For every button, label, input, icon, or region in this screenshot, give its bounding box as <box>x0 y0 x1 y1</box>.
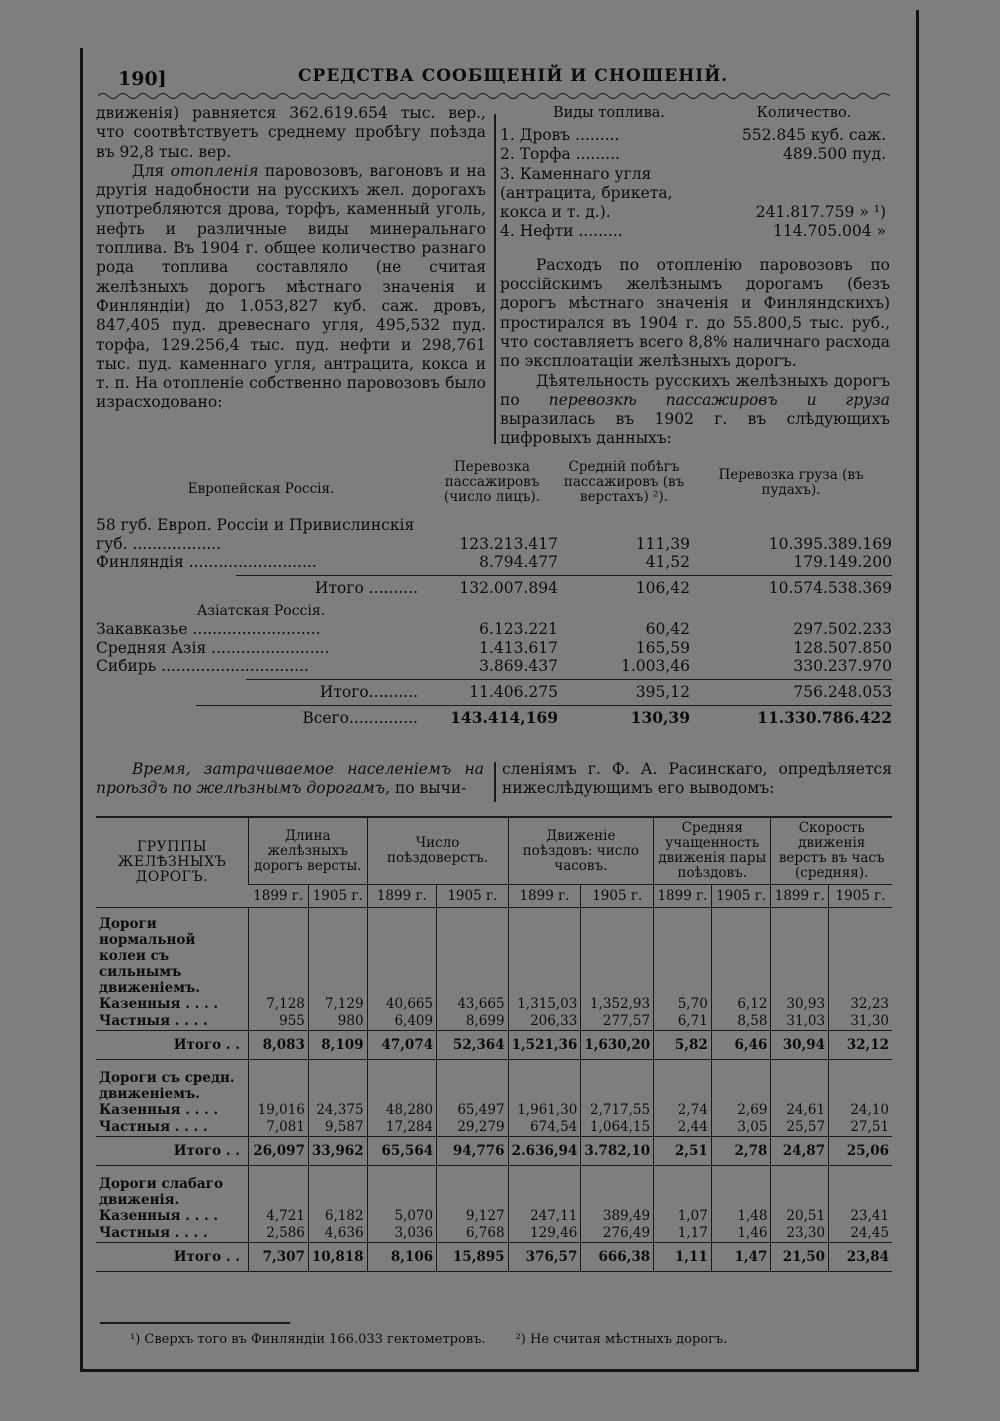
year-header: 1899 г. <box>654 885 712 908</box>
cell: 6,46 <box>711 1031 771 1060</box>
year-header: 1899 г. <box>771 885 829 908</box>
cell: 2,717,55 <box>581 1102 654 1119</box>
right-paragraph-2 <box>500 372 890 449</box>
cell: 7,128 <box>248 996 308 1013</box>
right-column-text <box>500 104 890 449</box>
table-row <box>96 553 892 572</box>
cell: 666,38 <box>581 1243 654 1272</box>
cell-cargo: 330.237.970 <box>793 657 892 675</box>
railway-groups-table <box>96 816 892 1272</box>
cell: 6,768 <box>437 1225 508 1243</box>
cell: 8,699 <box>437 1013 508 1031</box>
cell: 6,409 <box>367 1013 437 1031</box>
cell: 24,375 <box>308 1102 367 1119</box>
left-paragraph-2 <box>96 162 486 413</box>
cell-passengers: 123.213.417 <box>459 534 558 553</box>
left-p2-post: паровозовъ, вагоновъ и на другія надобности на русскихъ жел. дорогахъ употребляются дрова, торфъ, каменный уголь, нефть и различные виды минеральнаго топлива. Въ 1904 г. общее количество разнаго рода топлива составляло (не считая желѣзныхъ дорогъ мѣстнаго значенія и Финляндіи) до 1.053,827 куб. саж. дровъ, 847,405 пуд. древеснаго угля, 495,532 пуд. торфа, 129.256,4 тыс. пуд. нефти и 298,761 тыс. пуд. каменнаго угля, антрацита, кокса и т. п. На отопленіе собственно паровозовъ было израсходовано: <box>96 161 487 412</box>
cell-cargo: 179.149.200 <box>793 553 892 571</box>
cell: 2.636,94 <box>508 1137 581 1166</box>
cell: 8,58 <box>711 1013 771 1031</box>
cell: 15,895 <box>437 1243 508 1272</box>
table-row <box>96 620 892 639</box>
cell: 30,94 <box>771 1031 829 1060</box>
page-frame-right <box>916 10 919 1371</box>
cell-passengers: 3.869.437 <box>479 657 558 675</box>
cell: 23,84 <box>829 1243 892 1272</box>
cell: 376,57 <box>508 1243 581 1272</box>
group-title: Дороги съ средн. движеніемъ. <box>99 1070 235 1102</box>
cell: 25,06 <box>829 1137 892 1166</box>
footnotes <box>130 1332 727 1347</box>
cell: 8,083 <box>248 1031 308 1060</box>
fuel-row <box>500 145 890 164</box>
cell-cargo: 11.330.786.422 <box>757 708 892 727</box>
left-column-text <box>96 104 486 413</box>
left-p2-emphasis: отопленія <box>170 161 259 180</box>
year-header: 1905 г. <box>711 885 771 908</box>
table2-col-speed: Скорость движенія верстъ въ часъ (средняя). <box>771 817 892 885</box>
cell-cargo: 10.395.389.169 <box>768 534 892 553</box>
cell: 1,352,93 <box>581 996 654 1013</box>
cell-cargo: 128.507.850 <box>793 638 892 657</box>
cell: 129,46 <box>508 1225 581 1243</box>
cell: 7,081 <box>248 1119 308 1137</box>
year-header: 1899 г. <box>508 885 581 908</box>
column-rule <box>494 114 496 444</box>
cell: 31,03 <box>771 1013 829 1031</box>
table-row-total <box>96 1137 892 1166</box>
row-label: Итого.......... <box>319 683 418 701</box>
cell: 674,54 <box>508 1119 581 1137</box>
footnote-2: ²) Не считая мѣстныхъ дорогъ. <box>515 1332 728 1347</box>
cell: 2,51 <box>654 1137 712 1166</box>
right-p2-emphasis: перевозкѣ пассажировъ и груза <box>548 390 890 409</box>
cell: 6,12 <box>711 996 771 1013</box>
table-row <box>96 639 892 658</box>
cell: 6,182 <box>308 1208 367 1225</box>
passenger-cargo-table <box>96 460 892 728</box>
table-row <box>96 657 892 676</box>
cell: 5,070 <box>367 1208 437 1225</box>
cell: 65,564 <box>367 1137 437 1166</box>
cell: 1,48 <box>711 1208 771 1225</box>
header-ornament-rule <box>98 90 890 102</box>
fuel-name: 4. Нефти ......... <box>500 222 623 241</box>
right-p2-pre: Дѣятельность русскихъ желѣзныхъ дорогъ по <box>500 371 890 409</box>
cell: 23,30 <box>771 1225 829 1243</box>
split-paragraph-right <box>502 760 892 798</box>
cell: 206,33 <box>508 1013 581 1031</box>
row-label: Средняя Азія ........................ <box>96 638 330 657</box>
cell-avg: 41,52 <box>645 553 690 571</box>
cell: 32,23 <box>829 996 892 1013</box>
cell: 94,776 <box>437 1137 508 1166</box>
footnote-1: ¹) Сверхъ того въ Финляндіи 166.033 гектометровъ. <box>130 1332 486 1347</box>
cell: 6,71 <box>654 1013 712 1031</box>
cell: 980 <box>308 1013 367 1031</box>
cell-passengers: 1.413.617 <box>479 638 558 657</box>
fuel-header-qty: Количество. <box>756 105 852 121</box>
cell: 389,49 <box>581 1208 654 1225</box>
row-label: Сибирь .............................. <box>96 657 309 675</box>
cell: 1,07 <box>654 1208 712 1225</box>
cell: 2,74 <box>654 1102 712 1119</box>
subtotal-rule <box>246 679 892 681</box>
cell: 48,280 <box>367 1102 437 1119</box>
group-title-row <box>96 1060 892 1103</box>
table-row <box>96 1119 892 1137</box>
table1-col-cargo: Перевозка груза (въ пудахъ). <box>718 467 864 498</box>
split-paragraph-left <box>96 760 484 798</box>
cell: 1,961,30 <box>508 1102 581 1119</box>
cell: 5,82 <box>654 1031 712 1060</box>
cell: 4,721 <box>248 1208 308 1225</box>
cell-passengers: 143.414,169 <box>450 708 558 727</box>
table1-col-region: Европейская Россія. <box>187 481 335 497</box>
table1-col-passengers: Перевозка пассажировъ (число лицъ). <box>443 459 541 505</box>
cell: 9,587 <box>308 1119 367 1137</box>
cell: 43,665 <box>437 996 508 1013</box>
cell: 21,50 <box>771 1243 829 1272</box>
cell: 20,51 <box>771 1208 829 1225</box>
table-row <box>96 1102 892 1119</box>
cell: 276,49 <box>581 1225 654 1243</box>
year-header: 1899 г. <box>367 885 437 908</box>
cell: 1,315,03 <box>508 996 581 1013</box>
cell-avg: 111,39 <box>635 534 690 553</box>
cell: 33,962 <box>308 1137 367 1166</box>
row-label: Казенныя . . . . <box>99 1102 219 1118</box>
cell: 9,127 <box>437 1208 508 1225</box>
table1-subheading <box>96 602 892 621</box>
row-label: Итого . . <box>96 1031 248 1060</box>
cell: 47,074 <box>367 1031 437 1060</box>
page-frame-bottom <box>80 1369 919 1372</box>
fuel-header-type: Виды топлива. <box>552 105 666 121</box>
row-label: Частныя . . . . <box>99 1225 208 1241</box>
cell: 10,818 <box>308 1243 367 1272</box>
time-spent-paragraph <box>96 760 484 798</box>
row-label: Итого . . <box>96 1243 248 1272</box>
time-spent-emphasis: Время, затрачиваемое населеніемъ на проѣздъ по желѣзнымъ дорогамъ, <box>96 760 484 797</box>
table-row-total <box>96 579 892 598</box>
cell: 8,106 <box>367 1243 437 1272</box>
table-row <box>96 996 892 1013</box>
table2-col-length: Длина желѣзныхъ дорогъ версты. <box>248 817 367 885</box>
table2-col-hours: Движеніе поѣздовъ: число часовъ. <box>508 817 654 885</box>
year-header: 1899 г. <box>248 885 308 908</box>
fuel-row <box>500 165 890 223</box>
cell-avg: 165,59 <box>635 638 690 657</box>
cell: 1,521,36 <box>508 1031 581 1060</box>
cell-avg: 1.003,46 <box>620 657 690 675</box>
row-label: Всего.............. <box>302 709 418 727</box>
year-header: 1905 г. <box>829 885 892 908</box>
table-row-total <box>96 683 892 702</box>
cell-avg: 106,42 <box>635 579 690 597</box>
cell: 3,05 <box>711 1119 771 1137</box>
cell: 25,57 <box>771 1119 829 1137</box>
cell-avg: 60,42 <box>645 620 690 638</box>
row-label: Итого . . <box>96 1137 248 1166</box>
time-spent-continuation: сленіямъ г. Ф. А. Расинскаго, опредѣляется нижеслѣдующимъ его выводомъ: <box>502 760 892 797</box>
table-row-total <box>96 1031 892 1060</box>
group-title-row <box>96 1166 892 1209</box>
total-rule <box>196 705 892 707</box>
cell: 4,636 <box>308 1225 367 1243</box>
cell-avg: 395,12 <box>635 683 690 701</box>
fuel-name: 2. Торфа ......... <box>500 145 620 164</box>
right-paragraph-1: Расходъ по отопленію паровозовъ по россійскимъ желѣзнымъ дорогамъ (безъ дорогъ мѣстнаго значенія и Финляндскихъ) простирался въ 1904 г. до 55.800,5 тыс. руб., что составляетъ всего 8,8% наличнаго расхода по эксплоатаціи желѣзныхъ дорогъ. <box>500 255 890 371</box>
cell: 32,12 <box>829 1031 892 1060</box>
cell: 3.782,10 <box>581 1137 654 1166</box>
cell: 1,17 <box>654 1225 712 1243</box>
cell-passengers: 132.007.894 <box>459 579 558 597</box>
time-spent-post: по вычи- <box>390 779 467 797</box>
fuel-qty: 489.500 пуд. <box>783 145 886 164</box>
year-header: 1905 г. <box>581 885 654 908</box>
footnote-rule <box>100 1322 290 1324</box>
cell: 26,097 <box>248 1137 308 1166</box>
table-row-grand-total <box>96 709 892 728</box>
table-row <box>96 1013 892 1031</box>
running-head: СРЕДСТВА СООБЩЕНIЙ И СНОШЕНIЙ. <box>298 66 729 86</box>
table-row <box>96 1225 892 1243</box>
cell: 1,064,15 <box>581 1119 654 1137</box>
cell: 52,364 <box>437 1031 508 1060</box>
table2-col-group: ГРУППЫ ЖЕЛѢЗНЫХЪ ДОРОГЪ. <box>96 817 248 908</box>
cell: 277,57 <box>581 1013 654 1031</box>
cell: 31,30 <box>829 1013 892 1031</box>
table2-col-density: Средняя учащенность движенія пары поѣздовъ. <box>654 817 771 885</box>
cell: 24,45 <box>829 1225 892 1243</box>
subtotal-rule <box>236 575 892 577</box>
cell-passengers: 8.794.477 <box>479 553 558 571</box>
row-label: Казенныя . . . . <box>99 996 219 1012</box>
fuel-qty: 114.705.004 » <box>772 222 886 241</box>
cell: 24,10 <box>829 1102 892 1119</box>
cell: 29,279 <box>437 1119 508 1137</box>
table1-col-avg: Средній побѣгъ пассажировъ (въ верстахъ) ²). <box>563 459 685 505</box>
cell: 247,11 <box>508 1208 581 1225</box>
left-p2-pre: Для <box>132 161 171 180</box>
cell: 2,69 <box>711 1102 771 1119</box>
fuel-qty: 241.817.759 » ¹) <box>755 203 886 222</box>
left-paragraph-1: движенія) равняется 362.619.654 тыс. вер., что соотвѣтствуетъ среднему пробѣгу поѣзда въ 92,8 тыс. вер. <box>96 104 486 161</box>
cell: 1,11 <box>654 1243 712 1272</box>
cell: 27,51 <box>829 1119 892 1137</box>
group-title-row <box>96 916 892 996</box>
cell: 955 <box>248 1013 308 1031</box>
cell: 5,70 <box>654 996 712 1013</box>
cell: 65,497 <box>437 1102 508 1119</box>
cell-cargo: 756.248.053 <box>793 683 892 701</box>
row-label: Финляндія .......................... <box>96 553 317 571</box>
table-row-total <box>96 1243 892 1272</box>
cell: 2,78 <box>711 1137 771 1166</box>
cell: 7,129 <box>308 996 367 1013</box>
cell: 2,44 <box>654 1119 712 1137</box>
cell-cargo: 297.502.233 <box>793 620 892 638</box>
table-row <box>96 516 892 553</box>
group-title: Дороги нормальной колеи съ сильнымъ движеніемъ. <box>99 916 200 996</box>
table2-header-row <box>96 817 892 885</box>
right-p2-post: выразилась въ 1902 г. въ слѣдующихъ цифровыхъ данныхъ: <box>500 410 890 448</box>
cell: 7,307 <box>248 1243 308 1272</box>
cell: 30,93 <box>771 996 829 1013</box>
fuel-qty: 552.845 куб. саж. <box>741 126 886 144</box>
cell: 17,284 <box>367 1119 437 1137</box>
row-label: 58 губ. Европ. Россіи и Привислинскія губ. .................. <box>96 516 415 553</box>
cell: 8,109 <box>308 1031 367 1060</box>
fuel-row <box>500 126 890 145</box>
table1-header <box>96 460 892 516</box>
row-label: Закавказье .......................... <box>96 620 321 638</box>
page-frame-left <box>80 48 83 1371</box>
asia-heading: Азіатская Россія. <box>196 602 326 619</box>
column-rule <box>494 762 496 802</box>
year-header: 1905 г. <box>308 885 367 908</box>
row-label: Частныя . . . . <box>99 1013 208 1029</box>
cell: 23,41 <box>829 1208 892 1225</box>
cell: 3,036 <box>367 1225 437 1243</box>
table-row <box>96 1208 892 1225</box>
cell: 1,46 <box>711 1225 771 1243</box>
cell-passengers: 6.123.221 <box>479 620 558 638</box>
cell-avg: 130,39 <box>630 708 690 727</box>
fuel-table-header <box>500 104 890 126</box>
row-label: Частныя . . . . <box>99 1119 208 1135</box>
cell-cargo: 10.574.538.369 <box>768 579 892 597</box>
cell: 2,586 <box>248 1225 308 1243</box>
cell: 19,016 <box>248 1102 308 1119</box>
cell: 24,61 <box>771 1102 829 1119</box>
row-label: Итого .......... <box>314 579 418 597</box>
cell: 40,665 <box>367 996 437 1013</box>
page-number: 190] <box>118 68 167 90</box>
cell: 1,630,20 <box>581 1031 654 1060</box>
fuel-row <box>500 222 890 241</box>
year-header: 1905 г. <box>437 885 508 908</box>
fuel-name: 3. Каменнаго угля (антрацита, брикета, кокса и т. д.). <box>500 164 673 222</box>
row-label: Казенныя . . . . <box>99 1208 219 1224</box>
group-title: Дороги слабаго движенія. <box>99 1176 223 1208</box>
fuel-name: 1. Дровъ ......... <box>500 126 620 144</box>
cell-passengers: 11.406.275 <box>469 683 558 701</box>
cell: 24,87 <box>771 1137 829 1166</box>
cell: 1,47 <box>711 1243 771 1272</box>
table2-col-trainversts: Число поѣздоверстъ. <box>367 817 508 885</box>
